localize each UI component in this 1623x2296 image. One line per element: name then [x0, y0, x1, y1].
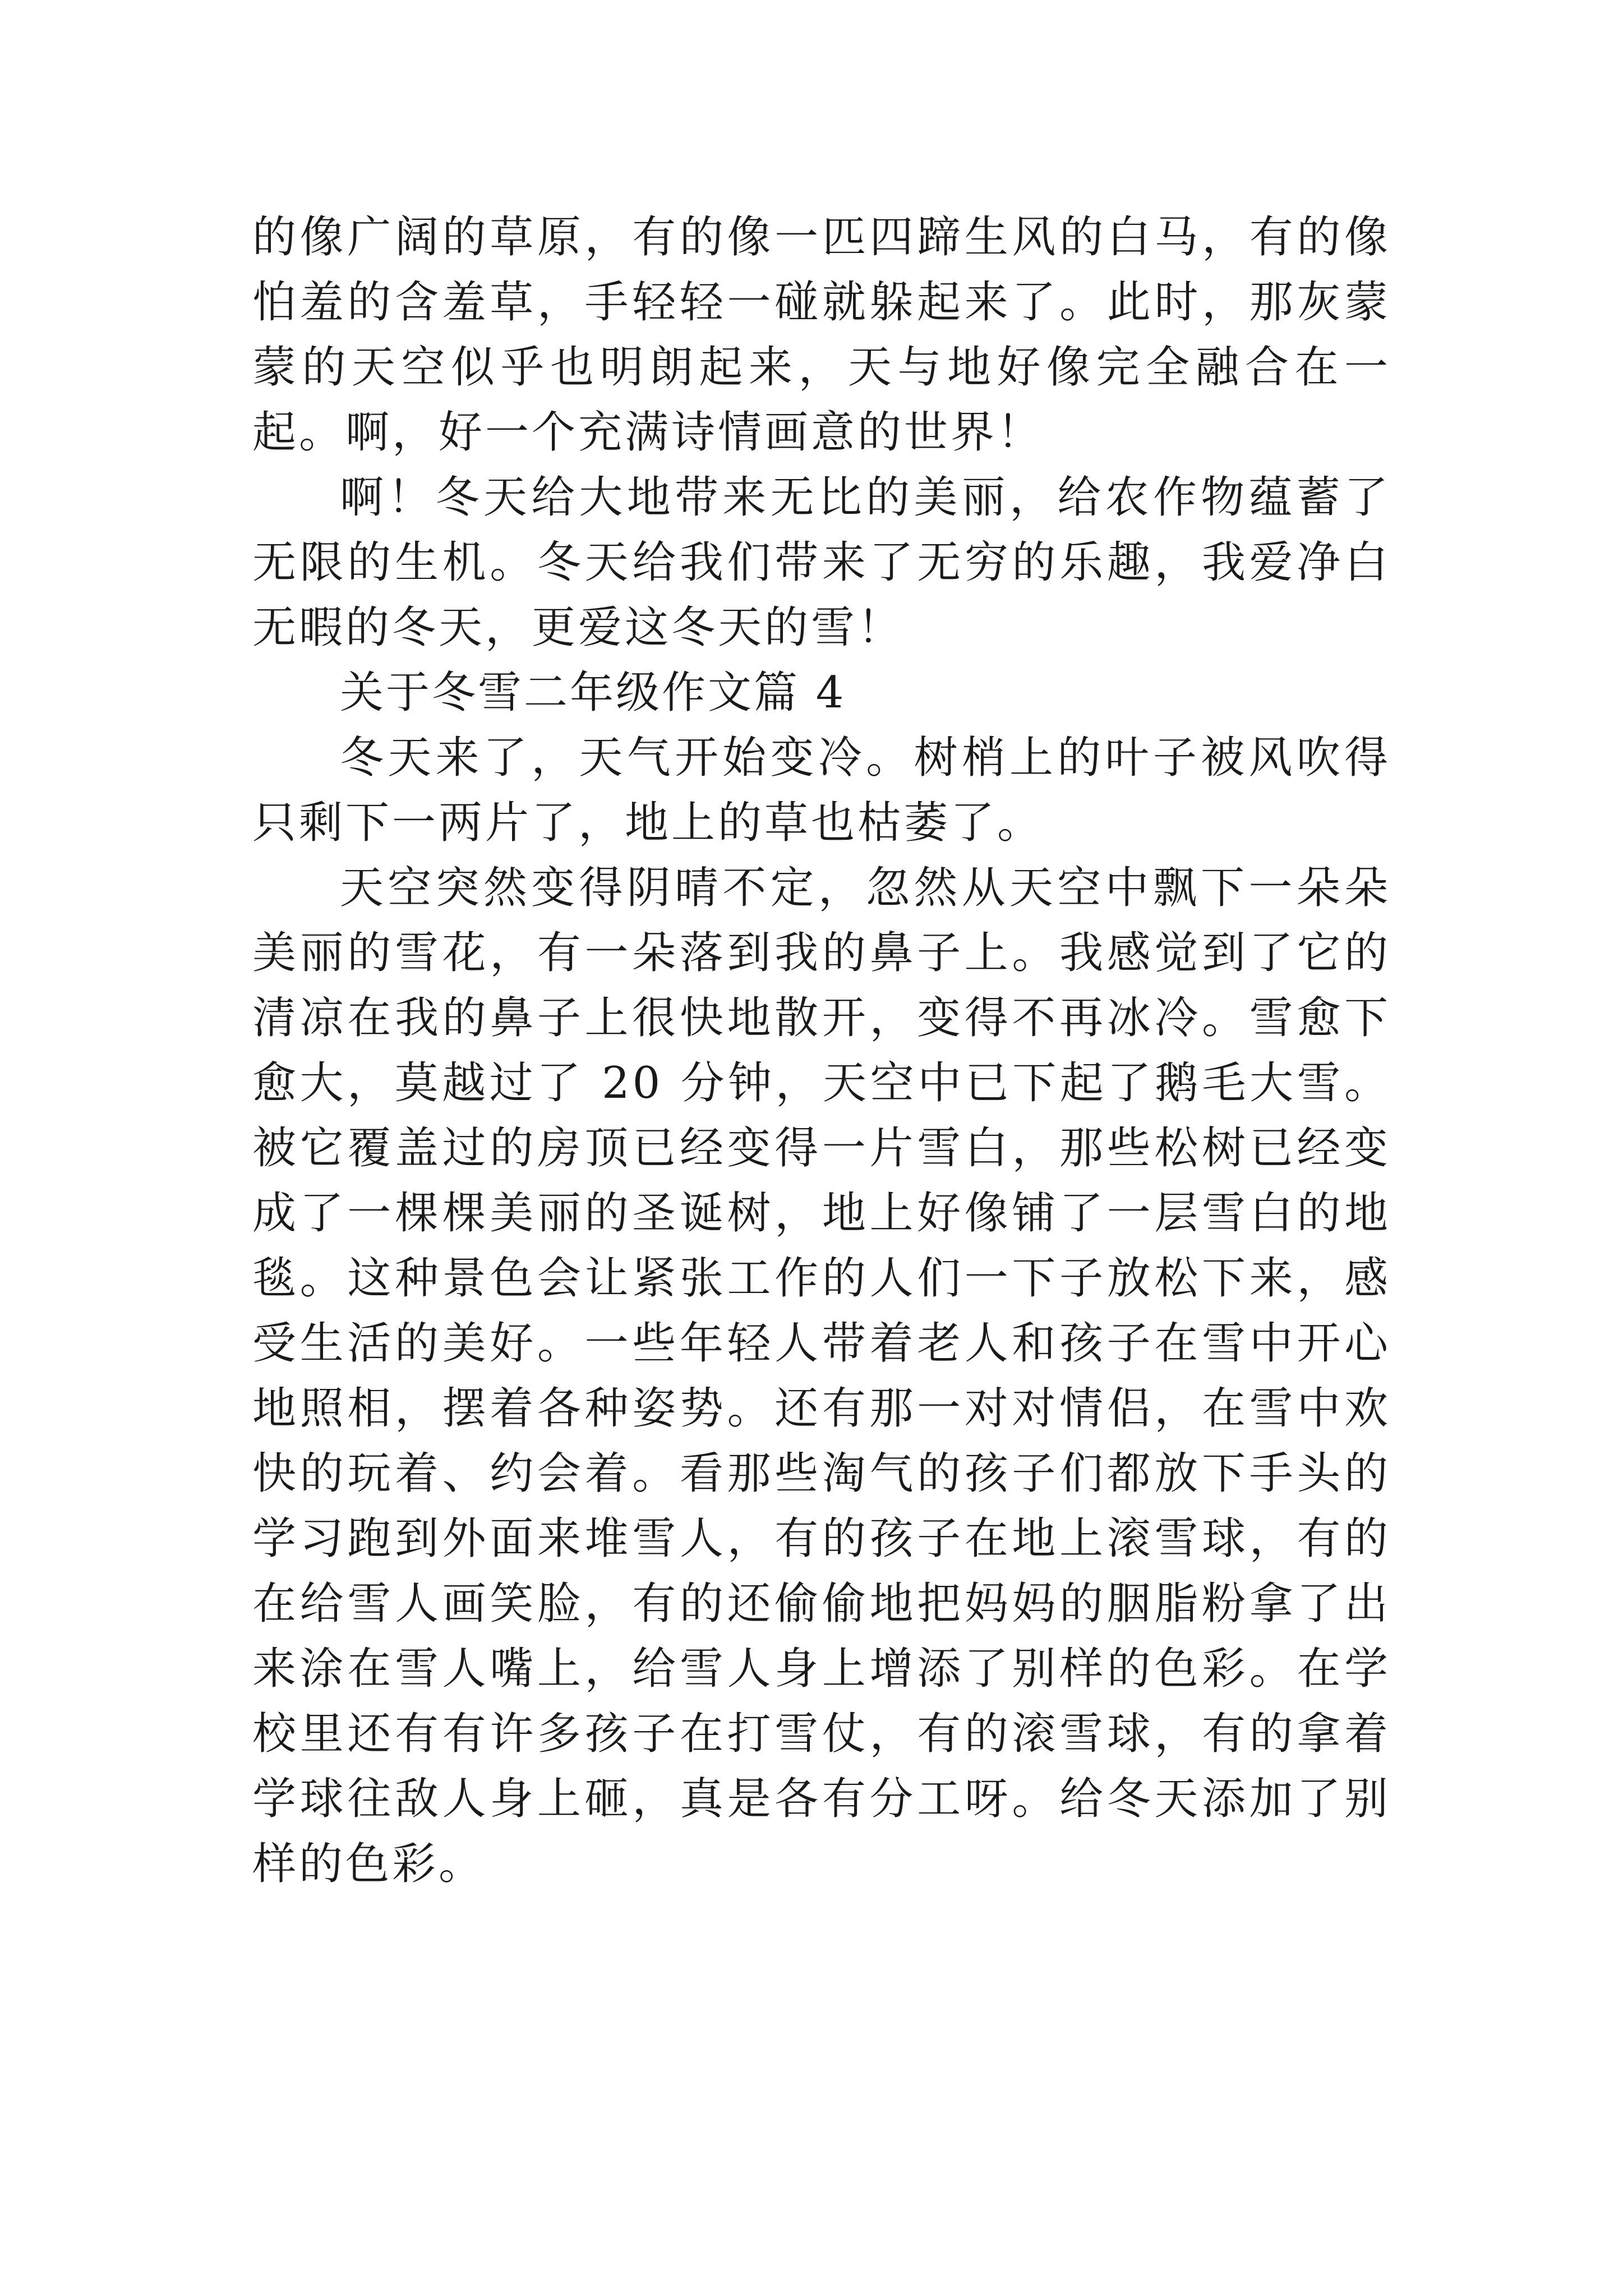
- paragraph-continuation: 的像广阔的草原，有的像一匹四蹄生风的白马，有的像怕羞的含羞草，手轻轻一碰就躲起来了。此时，那灰蒙蒙的天空似乎也明朗起来，天与地好像完全融合在一起。啊，好一个充满诗情画意的世界！: [252, 212, 1391, 458]
- paragraph-intro: 冬天来了，天气开始变冷。树梢上的叶子被风吹得只剩下一两片了，地上的草也枯萎了。: [252, 733, 1391, 848]
- paragraph-main: 天空突然变得阴晴不定，忽然从天空中飘下一朵朵美丽的雪花，有一朵落到我的鼻子上。我感觉到了它的清凉在我的鼻子上很快地散开，变得不再冰冷。雪愈下愈大，莫越过了 20 分钟，天空中已下起了鹅毛大雪。被它覆盖过的房顶已经变得一片雪白，那些松树已经变成了一棵棵美丽的圣诞树，地上好像铺了一层雪白的地毯。这种景色会让紧张工作的人们一下子放松下来，感受生活的美好。一些年轻人带着老人和孩子在雪中开心地照相，摆着各种姿势。还有那一对对情侣，在雪中欢快的玩着、约会着。看那些淘气的孩子们都放下手头的学习跑到外面来堆雪人，有的孩子在地上滚雪球，有的在给雪人画笑脸，有的还偷偷地把妈妈的胭脂粉拿了出来涂在雪人嘴上，给雪人身上增添了别样的色彩。在学校里还有有许多孩子在打雪仗，有的滚雪球，有的拿着学球往敌人身上砸，真是各有分工呀。给冬天添加了别样的色彩。: [252, 863, 1391, 1889]
- essay-heading: 关于冬雪二年级作文篇 4: [340, 668, 846, 718]
- paragraph-conclusion: 啊！冬天给大地带来无比的美丽，给农作物蕴蓄了无限的生机。冬天给我们带来了无穷的乐趣，我爱净白无暇的冬天，更爱这冬天的雪！: [252, 472, 1391, 653]
- document-body: [252, 205, 1391, 1897]
